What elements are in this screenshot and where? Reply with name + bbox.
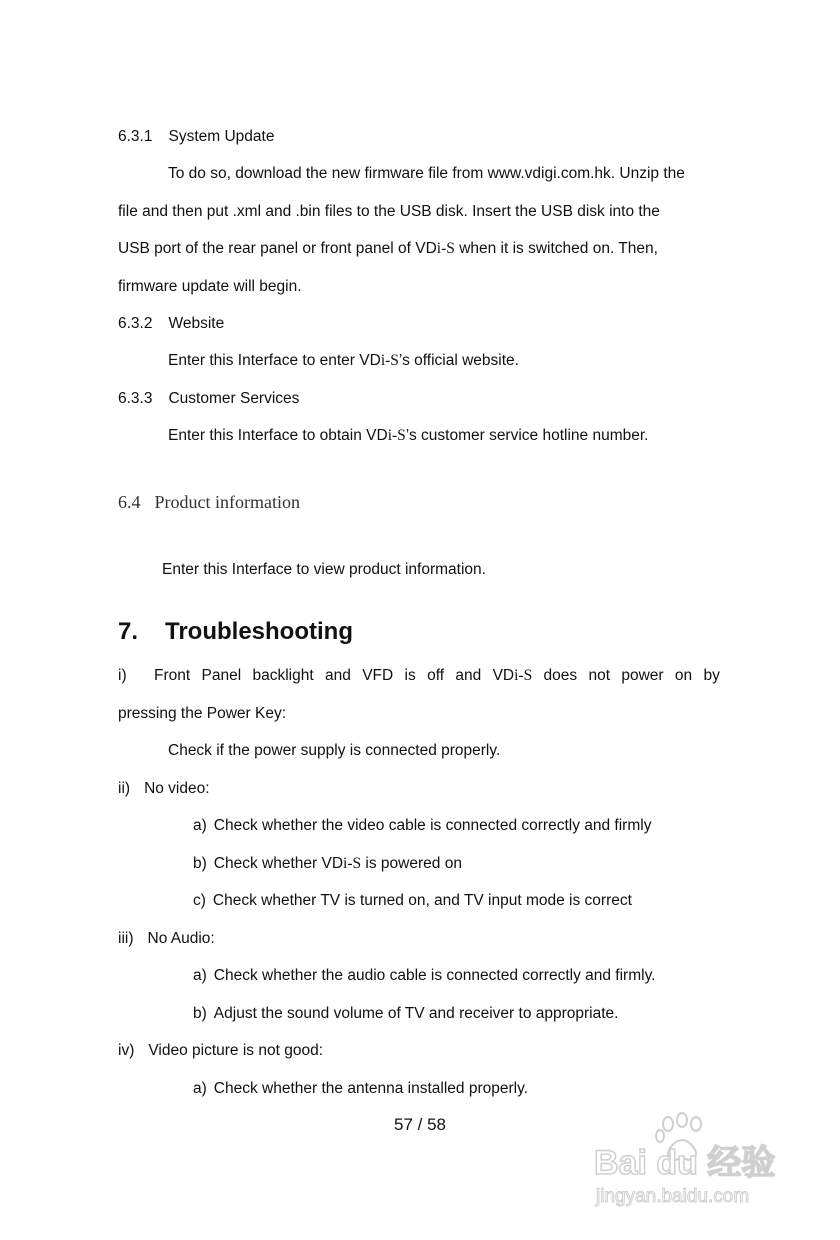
page-number: 57 / 58 bbox=[394, 1115, 446, 1134]
word: by bbox=[703, 667, 720, 684]
section-number: 6.4 bbox=[118, 492, 141, 512]
word: does bbox=[543, 667, 578, 684]
sub-item-text: Check whether VD bbox=[213, 855, 344, 872]
list-marker: iv) bbox=[118, 1042, 135, 1059]
section-number: 6.3.2 bbox=[118, 315, 153, 332]
paragraph-line: Enter this Interface to view product information. bbox=[162, 561, 486, 578]
paragraph-line bbox=[118, 239, 658, 259]
sub-item bbox=[193, 816, 651, 836]
section-number: 6.3.3 bbox=[118, 390, 153, 407]
sub-marker: b) bbox=[193, 855, 207, 872]
paragraph-line bbox=[168, 426, 648, 446]
paragraph-line: firmware update will begin. bbox=[118, 278, 302, 295]
chapter-number: 7. bbox=[118, 618, 139, 645]
paragraph-line: To do so, download the new firmware file from www.vdigi.com.hk. Unzip the bbox=[168, 165, 685, 182]
section-title: Product information bbox=[154, 492, 300, 512]
word: off bbox=[427, 667, 445, 684]
sub-marker: b) bbox=[193, 1005, 207, 1022]
text-run: Enter this Interface to enter VD bbox=[168, 352, 381, 369]
text-run: when it is switched on. Then, bbox=[454, 240, 658, 257]
sub-item bbox=[193, 854, 462, 874]
sub-item-text: Adjust the sound volume of TV and receiver to appropriate. bbox=[213, 1005, 619, 1022]
baidu-watermark bbox=[590, 1110, 800, 1210]
sub-item-text: is powered on bbox=[361, 855, 462, 872]
sub-item-text: Check whether the video cable is connected correctly and firmly bbox=[213, 817, 652, 834]
section-number: 6.3.1 bbox=[118, 128, 153, 145]
section-title: Customer Services bbox=[168, 390, 300, 407]
sub-item-text: Check whether TV is turned on, and TV input mode is correct bbox=[212, 892, 632, 909]
section-6-4-heading bbox=[118, 492, 300, 513]
brand-name: i-S bbox=[436, 240, 455, 257]
sub-marker: a) bbox=[193, 817, 207, 834]
sub-item bbox=[193, 1004, 618, 1024]
sub-marker: a) bbox=[193, 967, 207, 984]
list-marker: i) bbox=[118, 667, 127, 684]
brand-name: i-S bbox=[343, 855, 362, 872]
word: VFD bbox=[362, 667, 394, 684]
section-title: Website bbox=[168, 315, 225, 332]
answer-line: Check if the power supply is connected properly. bbox=[168, 742, 501, 759]
item-title: No Audio: bbox=[147, 930, 215, 947]
chapter-heading bbox=[118, 618, 353, 646]
sub-item-text: Check whether the antenna installed properly. bbox=[213, 1080, 529, 1097]
sub-item-text: Check whether the audio cable is connected correctly and firmly. bbox=[213, 967, 656, 984]
text-run: Enter this Interface to obtain VD bbox=[168, 427, 388, 444]
section-6-3-3-heading bbox=[118, 389, 299, 409]
word: Panel bbox=[201, 667, 242, 684]
word: VDi-S bbox=[492, 667, 533, 684]
word: Front bbox=[154, 667, 191, 684]
list-marker: ii) bbox=[118, 780, 131, 797]
chapter-title: Troubleshooting bbox=[165, 618, 353, 645]
sub-item bbox=[193, 966, 655, 986]
section-6-3-2-heading bbox=[118, 314, 224, 334]
section-6-3-1-heading bbox=[118, 127, 274, 147]
paragraph-line bbox=[168, 351, 519, 371]
word: backlight bbox=[252, 667, 314, 684]
word: and bbox=[455, 667, 482, 684]
list-item bbox=[118, 1041, 323, 1061]
watermark-brand: Bai du 经验 bbox=[594, 1144, 776, 1182]
sub-marker: c) bbox=[193, 892, 206, 909]
item-title: Video picture is not good: bbox=[148, 1042, 323, 1059]
word: power bbox=[621, 667, 664, 684]
paragraph-line: pressing the Power Key: bbox=[118, 705, 287, 722]
brand-name: i-S bbox=[380, 352, 399, 369]
text-run: ’s official website. bbox=[398, 352, 519, 369]
word: and bbox=[325, 667, 351, 684]
word: not bbox=[588, 667, 611, 684]
brand-name: i-S bbox=[387, 427, 406, 444]
watermark-url: jingyan.baidu.com bbox=[596, 1186, 750, 1207]
list-item bbox=[118, 929, 215, 949]
text-run: USB port of the rear panel or front panel of VD bbox=[118, 240, 437, 257]
item-title: No video: bbox=[144, 780, 210, 797]
word: is bbox=[404, 667, 416, 684]
paragraph-line: file and then put .xml and .bin files to the USB disk. Insert the USB disk into the bbox=[118, 203, 660, 220]
list-marker: iii) bbox=[118, 930, 134, 947]
brand-name: i-S bbox=[514, 667, 533, 684]
sub-item bbox=[193, 1079, 528, 1099]
text-run: ’s customer service hotline number. bbox=[405, 427, 649, 444]
word: on bbox=[674, 667, 693, 684]
sub-item bbox=[193, 891, 632, 911]
sub-marker: a) bbox=[193, 1080, 207, 1097]
justified-line bbox=[154, 666, 720, 686]
section-title: System Update bbox=[168, 128, 275, 145]
list-item bbox=[118, 779, 210, 799]
